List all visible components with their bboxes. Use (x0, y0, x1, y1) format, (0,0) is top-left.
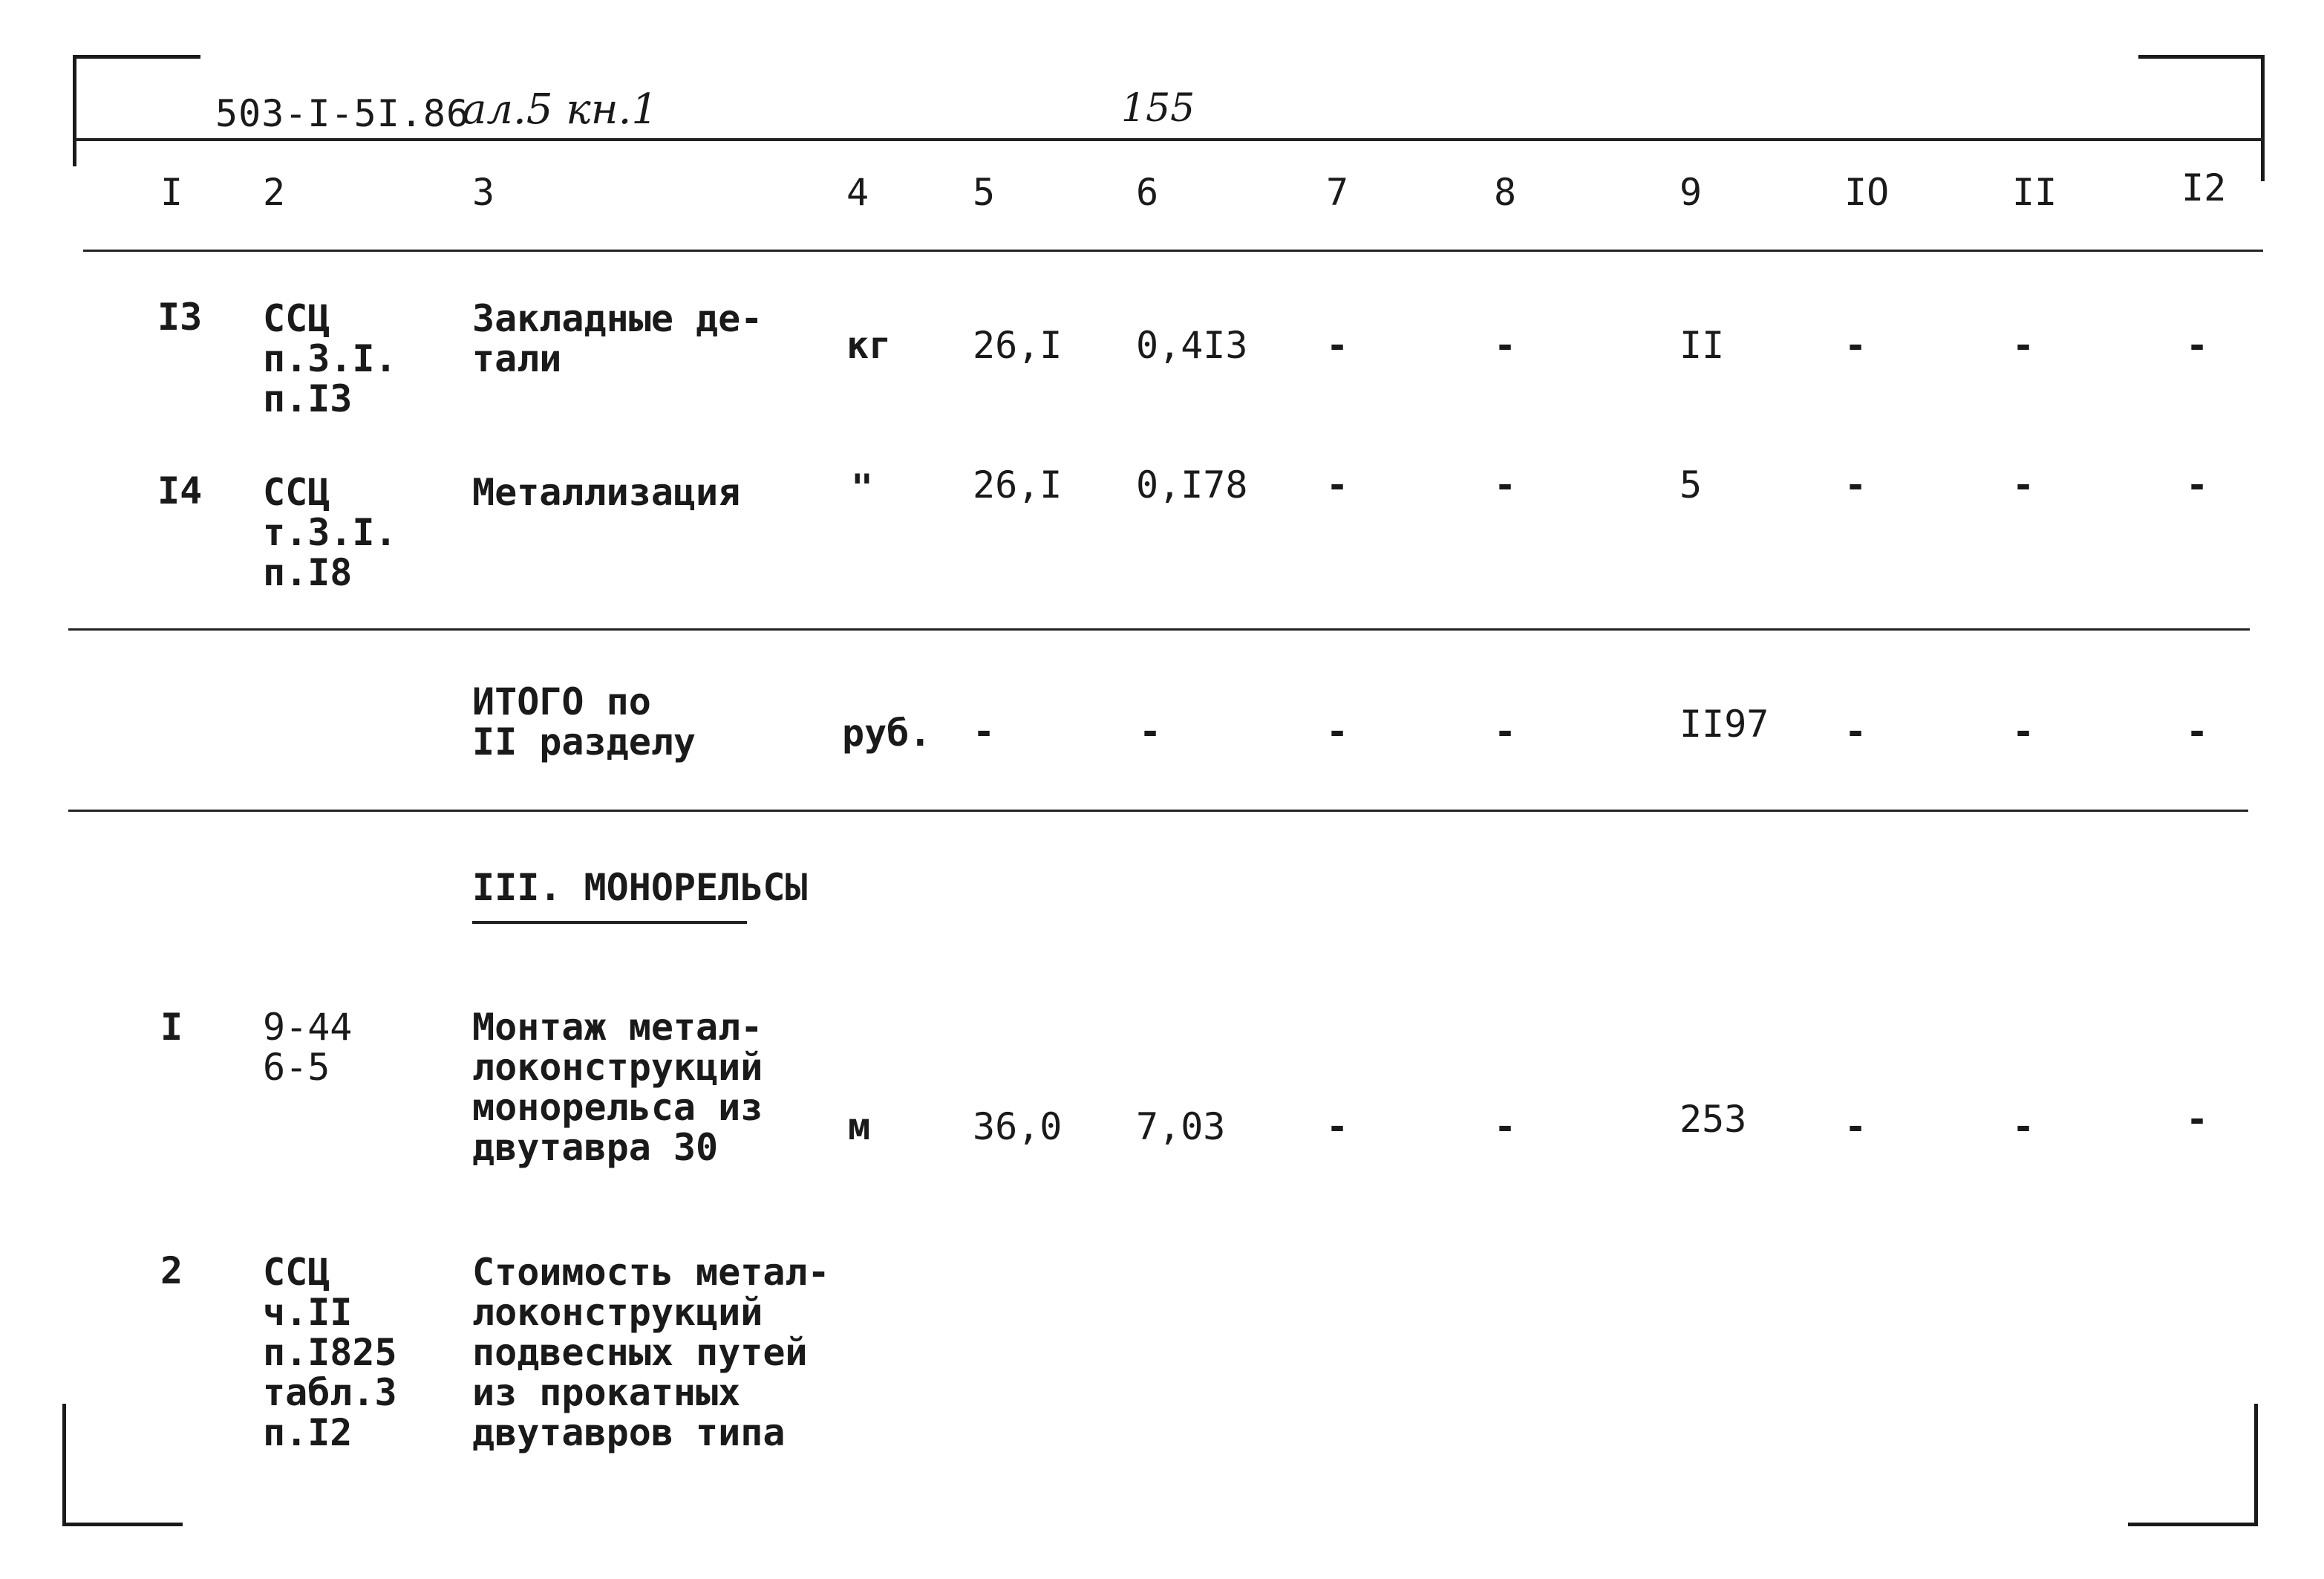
row-col8: - (1494, 324, 1517, 367)
row-reference: 9-44 6-5 (263, 1006, 353, 1089)
column-number: I2 (2181, 166, 2227, 209)
row-col5: 26,I (973, 463, 1063, 507)
row-name: Закладные де- тали (472, 297, 763, 380)
row-reference: ССЦ ч.II п.I825 табл.3 п.I2 (263, 1251, 397, 1454)
row-col9: II (1680, 324, 1725, 367)
row-name: Металлизация (472, 471, 741, 514)
row-col8: - (1494, 463, 1517, 507)
total-col6: - (1139, 710, 1162, 753)
column-number: 2 (263, 171, 286, 214)
subtotal-top-rule (68, 628, 2250, 631)
total-label: ИТОГО по II разделу (472, 680, 696, 764)
frame-top-right-v (2261, 55, 2265, 181)
column-number: 5 (973, 171, 996, 214)
frame-bottom-left-v (62, 1404, 66, 1526)
row-unit: " (851, 466, 874, 509)
row-col5: 26,I (973, 324, 1063, 367)
frame-bottom-left-h (62, 1523, 183, 1526)
column-number: 6 (1136, 171, 1159, 214)
row-col10: - (1844, 1105, 1867, 1148)
total-col7: - (1326, 710, 1349, 753)
row-col12: - (2186, 463, 2209, 507)
column-number: II (2012, 171, 2057, 214)
row-col6: 7,03 (1136, 1105, 1226, 1148)
row-col7: - (1326, 324, 1349, 367)
row-col9: 253 (1680, 1098, 1747, 1141)
total-col10: - (1844, 710, 1867, 753)
header-rule (74, 138, 2263, 141)
row-col8: - (1494, 1105, 1517, 1148)
column-number: 3 (472, 171, 495, 214)
row-col11: - (2012, 1105, 2035, 1148)
column-number: 7 (1326, 171, 1349, 214)
row-col11: - (2012, 463, 2035, 507)
total-col8: - (1494, 710, 1517, 753)
row-unit: кг (846, 324, 892, 367)
row-reference: ССЦ т.3.I. п.I8 (263, 471, 397, 594)
row-col10: - (1844, 324, 1867, 367)
frame-top-right-h (2138, 55, 2265, 59)
row-col7: - (1326, 1105, 1349, 1148)
row-col6: 0,4I3 (1136, 324, 1248, 367)
frame-bottom-right-h (2128, 1523, 2258, 1526)
total-unit: руб. (842, 712, 932, 755)
row-name: Стоимость метал- локонструкций подвесных путей из прокатных двутавров типа (472, 1251, 830, 1454)
total-col9: II97 (1680, 703, 1769, 746)
row-number: I4 (157, 469, 203, 512)
column-number: 4 (846, 171, 869, 214)
row-number: I3 (157, 296, 203, 339)
row-col9: 5 (1680, 463, 1703, 507)
section-title-underline (472, 921, 747, 924)
document-code: 503-I-5I.86 (215, 92, 470, 135)
total-col5: - (973, 710, 996, 753)
column-header-rule (83, 250, 2263, 252)
total-col11: - (2012, 710, 2035, 753)
section-title: III. МОНОРЕЛЬСЫ (472, 866, 808, 909)
row-col10: - (1844, 463, 1867, 507)
column-number: 8 (1494, 171, 1517, 214)
page-number: 155 (1121, 86, 1195, 131)
row-unit: м (848, 1105, 871, 1148)
handwritten-note: ал.5 кн.1 (462, 85, 659, 134)
frame-top-left-h (74, 55, 200, 59)
row-name: Монтаж метал- локонструкций монорельса из двутавра 30 (472, 1006, 763, 1169)
row-col7: - (1326, 463, 1349, 507)
row-col12: - (2186, 324, 2209, 367)
row-reference: ССЦ п.3.I. п.I3 (263, 297, 397, 420)
total-col12: - (2186, 710, 2209, 753)
row-col6: 0,I78 (1136, 463, 1248, 507)
row-col12: - (2186, 1098, 2209, 1141)
frame-bottom-right-v (2254, 1404, 2258, 1526)
row-number: I (160, 1006, 183, 1049)
column-number: IO (1844, 171, 1890, 214)
subtotal-bottom-rule (68, 810, 2248, 812)
row-col5: 36,0 (973, 1105, 1063, 1148)
column-number: 9 (1680, 171, 1703, 214)
row-number: 2 (160, 1249, 183, 1292)
frame-top-left-v (73, 55, 76, 166)
row-col11: - (2012, 324, 2035, 367)
column-number: I (160, 171, 183, 214)
